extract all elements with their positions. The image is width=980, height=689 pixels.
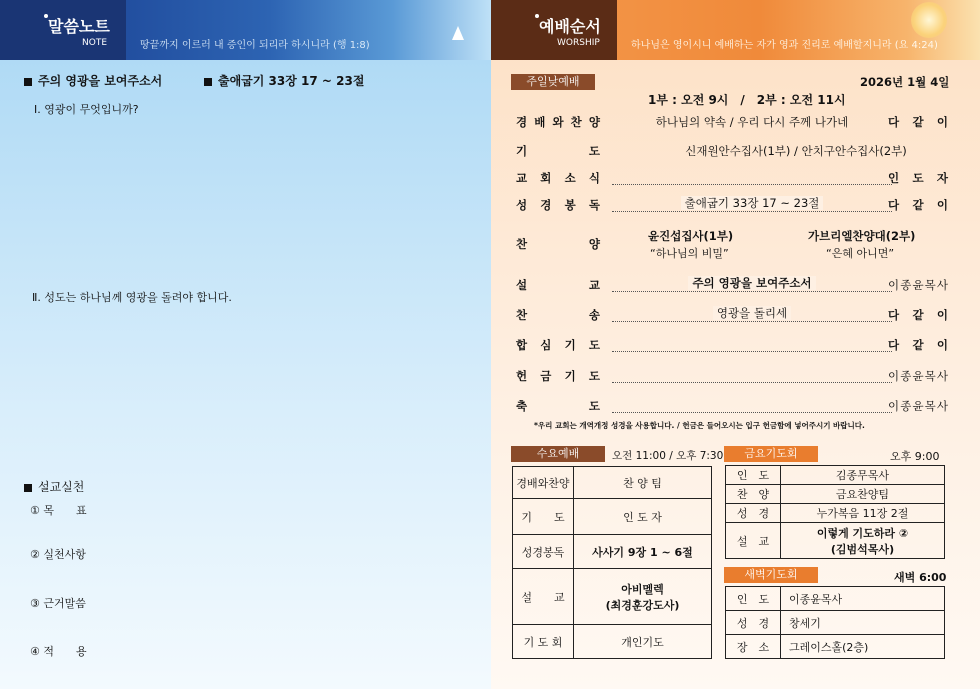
choir-a-name: 윤진섭집사(1부) — [648, 229, 734, 243]
order-row-offering-prayer — [516, 368, 946, 384]
order-label: 기 도 — [516, 144, 600, 158]
order-right: 인 도 자 — [888, 171, 948, 185]
order-row-prayer — [516, 143, 946, 159]
order-row-praise — [516, 114, 946, 130]
order-label: 교 회 소 식 — [516, 171, 600, 185]
order-row-group-prayer — [516, 337, 946, 353]
order-right: 이 종 윤 목 사 — [888, 278, 948, 292]
wednesday-time: 오전 11:00 / 오후 7:30 — [612, 450, 724, 462]
practice-item-goal: ① 목 표 — [30, 504, 87, 517]
cell-label: 인 도 — [726, 587, 781, 611]
dawn-time: 새벽 6:00 — [894, 571, 947, 584]
cell-value: 인 도 자 — [574, 499, 712, 535]
order-row-sermon — [516, 277, 946, 293]
note-subtitle: NOTE — [82, 38, 108, 48]
cell-value: 사사기 9장 1 ~ 6절 — [574, 535, 712, 569]
table-row — [513, 625, 712, 659]
wednesday-service-tag: 수요예배 — [511, 446, 605, 462]
cell-value: 그레이스홀(2층) — [781, 635, 945, 659]
dawn-table — [725, 586, 945, 659]
cell-value: 개인기도 — [574, 625, 712, 659]
dotted-leader — [612, 398, 892, 413]
sermon-title: 주의 영광을 보여주소서 — [38, 74, 163, 88]
square-bullet-icon — [204, 78, 212, 86]
worship-header — [491, 0, 980, 60]
choir-a-song: “하나님의 비밀” — [650, 247, 729, 260]
order-label: 찬 양 — [516, 237, 600, 251]
choir-b-name: 가브리엘찬양대(2부) — [808, 229, 916, 243]
table-row — [726, 504, 945, 523]
cell-label: 성경봉독 — [513, 535, 574, 569]
table-row — [513, 499, 712, 535]
practice-title: 설교실천 — [38, 480, 85, 494]
dotted-leader — [612, 337, 892, 352]
cell-value: 금요찬양팀 — [781, 485, 945, 504]
cell-label: 성 경 — [726, 504, 781, 523]
cell-label: 설 교 — [513, 569, 574, 625]
sermon-title-line — [24, 72, 162, 89]
cell-label: 찬 양 — [726, 485, 781, 504]
cell-label: 기 도 회 — [513, 625, 574, 659]
table-row — [726, 485, 945, 504]
note-header-verse: 땅끝까지 이르러 내 증인이 되리라 하시니라 (행 1:8) — [140, 40, 370, 51]
wednesday-table — [512, 466, 712, 659]
order-label: 성 경 봉 독 — [516, 198, 600, 212]
note-title: 말씀노트 — [48, 17, 110, 36]
choir-b-song: “은혜 아니면” — [826, 247, 895, 260]
order-right: 다 같 이 — [888, 338, 948, 352]
table-row — [726, 523, 945, 559]
dotted-leader — [612, 368, 892, 383]
friday-service-tag: 금요기도회 — [724, 446, 818, 462]
order-label: 합 심 기 도 — [516, 338, 600, 352]
table-row — [513, 467, 712, 499]
service-date: 2026년 1월 4일 — [860, 75, 950, 89]
practice-item-apply: ④ 적 용 — [30, 645, 87, 658]
practice-item-action: ② 실천사항 — [30, 548, 86, 561]
table-row — [726, 611, 945, 635]
cell-label: 인 도 — [726, 466, 781, 485]
cell-value: 이종윤목사 — [781, 587, 945, 611]
order-content: 신재원안수집사(1부) / 안치구안수집사(2부) — [685, 144, 907, 158]
square-bullet-icon — [24, 78, 32, 86]
note-header — [0, 0, 491, 60]
order-row-news — [516, 170, 946, 186]
cell-label: 설 교 — [726, 523, 781, 559]
order-row-reading — [516, 197, 946, 213]
friday-time: 오후 9:00 — [890, 450, 940, 463]
order-row-hymn — [516, 307, 946, 323]
practice-title-line — [24, 478, 84, 495]
table-row — [513, 569, 712, 625]
order-label: 축 도 — [516, 399, 600, 413]
order-label: 찬 송 — [516, 308, 600, 322]
friday-table — [725, 465, 945, 559]
order-content-wrap — [612, 195, 892, 211]
point-2: Ⅱ. 성도는 하나님께 영광을 돌려야 합니다. — [32, 291, 232, 304]
order-content-wrap — [612, 275, 892, 291]
cell-value: 찬 양 팀 — [574, 467, 712, 499]
scripture-line — [204, 72, 364, 89]
order-right: 다 같 이 — [888, 308, 948, 322]
order-label: 경 배 와 찬 양 — [516, 115, 600, 129]
practice-item-verse: ③ 근거말씀 — [30, 597, 86, 610]
sermon-scripture: 출애굽기 33장 17 ~ 23절 — [218, 74, 365, 88]
cell-value: 누가복음 11장 2절 — [781, 504, 945, 523]
order-right: 다 같 이 — [888, 115, 948, 129]
sunday-service-tag: 주일낮예배 — [511, 74, 595, 90]
order-label: 설 교 — [516, 278, 600, 292]
worship-subtitle: WORSHIP — [557, 38, 600, 48]
cell-value: 김종무목사 — [781, 466, 945, 485]
table-row — [513, 535, 712, 569]
cell-value: 이렇게 기도하라 ② (김범석목사) — [781, 523, 945, 559]
point-1: Ⅰ. 영광이 무엇입니까? — [34, 103, 139, 116]
order-content: 주의 영광을 보여주소서 — [688, 276, 815, 290]
cell-label: 성 경 — [726, 611, 781, 635]
cell-value: 창세기 — [781, 611, 945, 635]
cell-value: 아비멜렉 (최경훈강도사) — [574, 569, 712, 625]
dawn-service-tag: 새벽기도회 — [724, 567, 818, 583]
order-content: 출애굽기 33장 17 ~ 23절 — [681, 196, 824, 210]
order-row-benediction — [516, 398, 946, 414]
cell-label: 장 소 — [726, 635, 781, 659]
table-row — [726, 466, 945, 485]
sailboat-icon — [452, 26, 464, 40]
cell-label: 경배와찬양 — [513, 467, 574, 499]
dotted-leader — [612, 170, 892, 185]
service-note: *우리 교회는 개역개정 성경을 사용합니다. / 헌금은 들어오시는 입구 헌금함에 넣어주시기 바랍니다. — [534, 421, 865, 430]
square-bullet-icon — [24, 484, 32, 492]
service-times: 1부 : 오전 9시 / 2부 : 오전 11시 — [648, 93, 846, 107]
order-content: 영광을 돌리세 — [713, 306, 791, 320]
sun-icon — [911, 2, 947, 38]
order-right: 다 같 이 — [888, 198, 948, 212]
order-content-wrap — [612, 305, 892, 321]
table-row — [726, 635, 945, 659]
order-content: 하나님의 약속 / 우리 다시 주께 나가네 — [655, 115, 849, 129]
table-row — [726, 587, 945, 611]
order-right: 이 종 윤 목 사 — [888, 399, 948, 413]
cell-label: 기 도 — [513, 499, 574, 535]
worship-title: 예배순서 — [539, 17, 601, 36]
worship-header-verse: 하나님은 영이시니 예배하는 자가 영과 진리로 예배할지니라 (요 4:24) — [631, 40, 938, 51]
order-right: 이 종 윤 목 사 — [888, 369, 948, 383]
order-label: 헌 금 기 도 — [516, 369, 600, 383]
